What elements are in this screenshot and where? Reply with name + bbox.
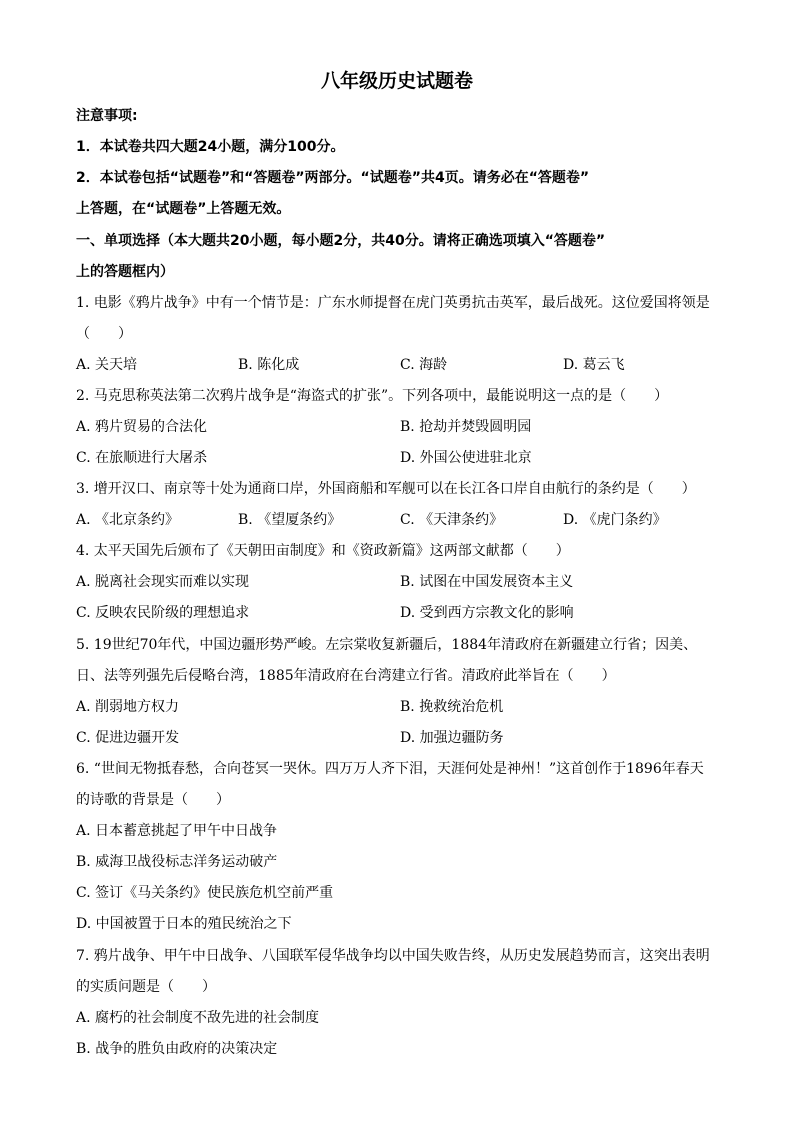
question-7-option-a: A. 腐朽的社会制度不敌先进的社会制度 [76, 1010, 320, 1026]
question-5-option-d: D. 加强边疆防务 [400, 730, 504, 746]
question-3-option-a: A. 《北京条约》 [76, 512, 180, 528]
notice-item-2: 2．本试卷包括“试题卷”和“答题卷”两部分。“试题卷”共4页。请务必在“答题卷” [76, 170, 590, 186]
page-title: 八年级历史试题卷 [320, 70, 473, 92]
question-1-stem: 1. 电影《鸦片战争》中有一个情节是：广东水师提督在虎门英勇抗击英军，最后战死。这位爱国将领是 [76, 295, 710, 311]
notice-item-1: 1．本试卷共四大题24小题，满分100分。 [76, 139, 345, 155]
question-7-stem: 7. 鸦片战争、甲午中日战争、八国联军侵华战争均以中国失败告终，从历史发展趋势而言，这突出表明 [76, 948, 710, 964]
section-heading-cont: 上的答题框内） [76, 264, 174, 280]
question-2-option-c: C. 在旅顺进行大屠杀 [76, 450, 208, 466]
question-2-option-d: D. 外国公使进驻北京 [400, 450, 532, 466]
notice-item-2-cont: 上答题，在“试题卷”上答题无效。 [76, 201, 291, 217]
question-1-option-c: C. 海龄 [400, 357, 448, 373]
question-3-option-b: B. 《望厦条约》 [238, 512, 342, 528]
question-6-option-b: B. 威海卫战役标志洋务运动破产 [76, 854, 278, 870]
question-7-stem-cont: 的实质问题是（ ） [76, 979, 216, 995]
question-3-option-c: C. 《天津条约》 [400, 512, 504, 528]
question-5-stem-cont: 日、法等列强先后侵略台湾，1885年清政府在台湾建立行省。清政府此举旨在（ ） [76, 668, 616, 684]
question-6-option-a: A. 日本蓄意挑起了甲午中日战争 [76, 823, 278, 839]
question-3-stem: 3. 增开汉口、南京等十处为通商口岸，外国商船和军舰可以在长江各口岸自由航行的条约是（ ） [76, 481, 696, 497]
question-4-option-c: C. 反映农民阶级的理想追求 [76, 605, 250, 621]
notice-heading: 注意事项: [76, 108, 138, 124]
question-6-stem-cont: 的诗歌的背景是（ ） [76, 792, 230, 808]
question-1-paren: （ ） [76, 326, 132, 342]
question-2-option-b: B. 抢劫并焚毁圆明园 [400, 419, 532, 435]
question-4-option-b: B. 试图在中国发展资本主义 [400, 574, 574, 590]
question-2-option-a: A. 鸦片贸易的合法化 [76, 419, 208, 435]
question-4-option-d: D. 受到西方宗教文化的影响 [400, 605, 574, 621]
question-1-option-a: A. 关天培 [76, 357, 138, 373]
question-5-option-a: A. 削弱地方权力 [76, 699, 180, 715]
section-heading: 一、单项选择（本大题共20小题，每小题2分，共40分。请将正确选项填入“答题卷” [76, 233, 606, 249]
question-1-option-b: B. 陈化成 [238, 357, 300, 373]
question-3-option-d: D. 《虎门条约》 [563, 512, 667, 528]
question-5-stem: 5. 19世纪70年代，中国边疆形势严峻。左宗棠收复新疆后，1884年清政府在新疆建立行省；因美、 [76, 637, 698, 653]
question-7-option-b: B. 战争的胜负由政府的决策决定 [76, 1041, 278, 1057]
question-6-option-d: D. 中国被置于日本的殖民统治之下 [76, 916, 292, 932]
question-6-option-c: C. 签订《马关条约》使民族危机空前严重 [76, 885, 334, 901]
question-4-stem: 4. 太平天国先后颁布了《天朝田亩制度》和《资政新篇》这两部文献都（ ） [76, 543, 570, 559]
question-5-option-c: C. 促进边疆开发 [76, 730, 180, 746]
question-5-option-b: B. 挽救统治危机 [400, 699, 504, 715]
question-4-option-a: A. 脱离社会现实而难以实现 [76, 574, 250, 590]
question-6-stem: 6. “世间无物抵春愁，合向苍冥一哭休。四万万人齐下泪，天涯何处是神州！”这首创作于1896年春天 [76, 761, 704, 777]
question-1-option-d: D. 葛云飞 [563, 357, 625, 373]
question-2-stem: 2. 马克思称英法第二次鸦片战争是“海盗式的扩张”。下列各项中，最能说明这一点的是（ ） [76, 388, 669, 404]
